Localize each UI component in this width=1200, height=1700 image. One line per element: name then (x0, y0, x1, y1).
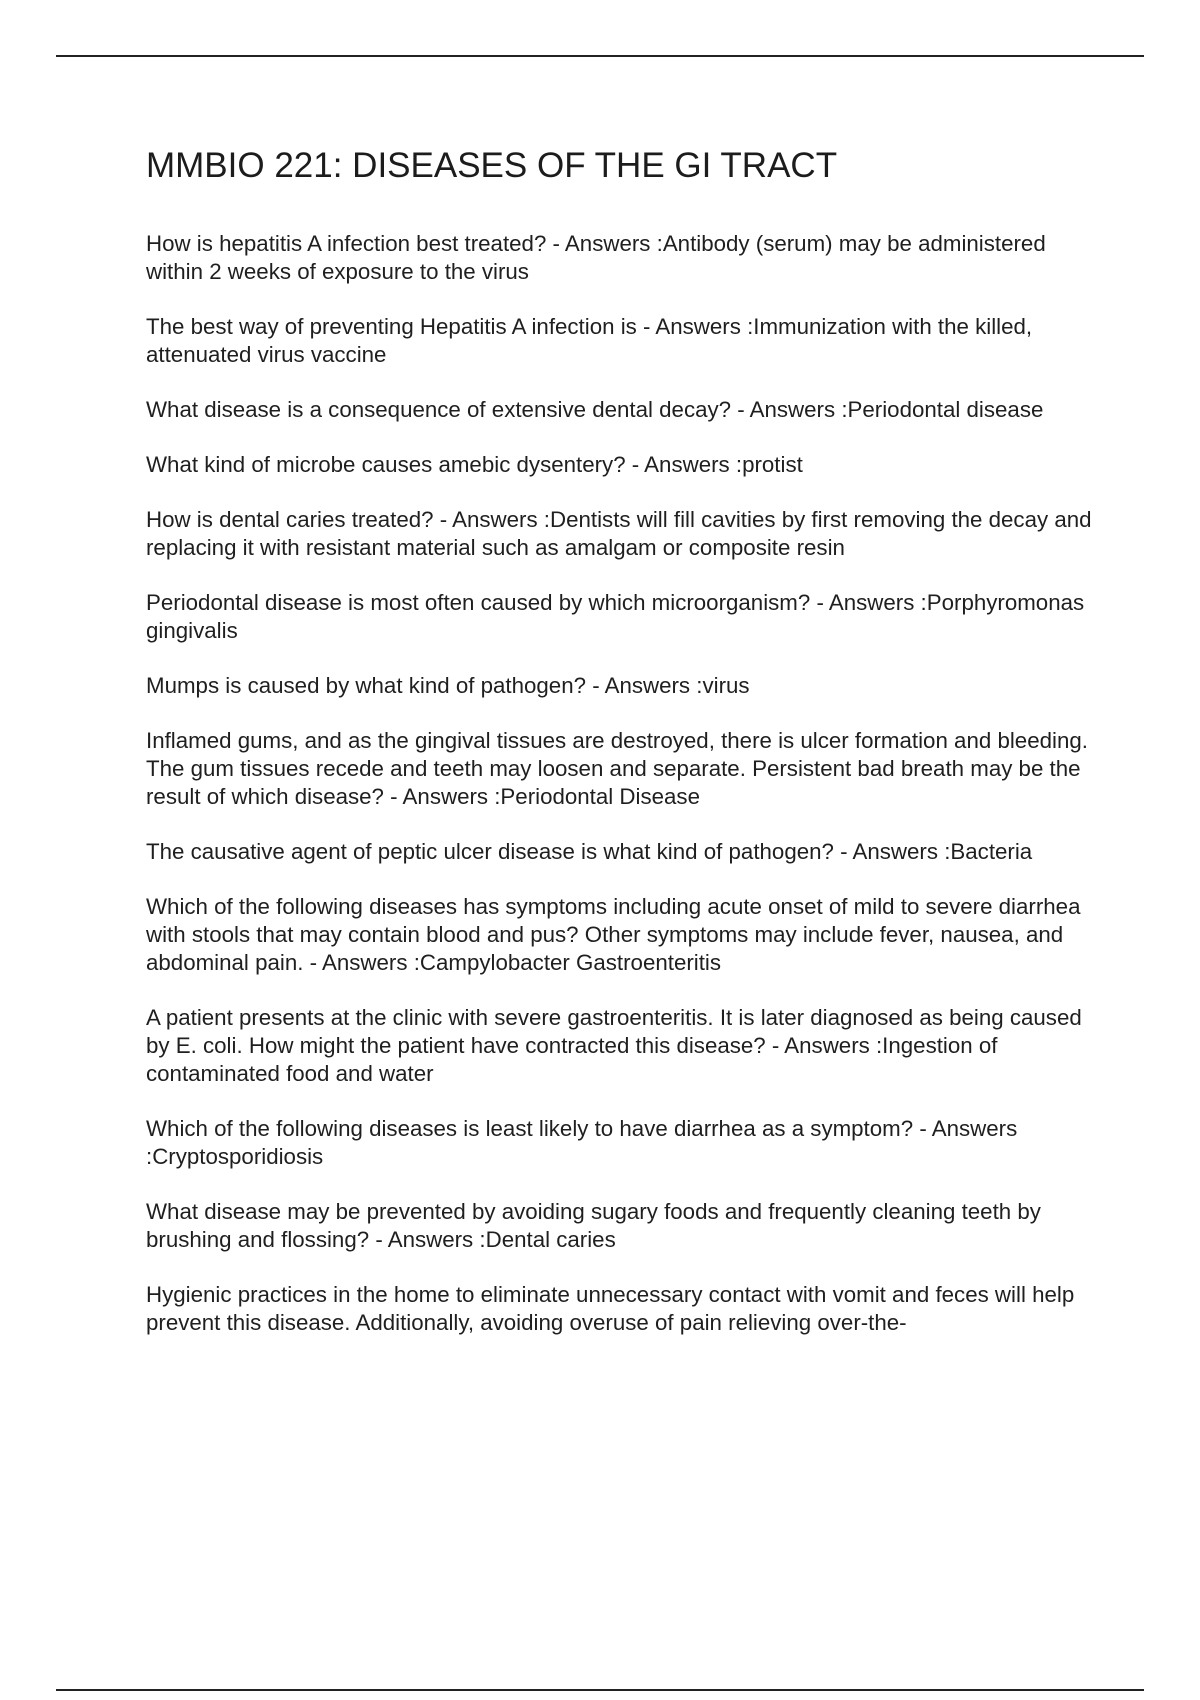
qa-item: Inflamed gums, and as the gingival tissues are destroyed, there is ulcer formation and bleeding. The gum tissues recede and teeth may loosen and separate. Persistent bad breath may be the result of which disease? - Answers :Periodontal Disease (146, 728, 1088, 809)
qa-item: How is hepatitis A infection best treated? - Answers :Antibody (serum) may be administered within 2 weeks of exposure to the virus (146, 231, 1046, 284)
qa-item: How is dental caries treated? - Answers :Dentists will fill cavities by first removing the decay and replacing it with resistant material such as amalgam or composite resin (146, 507, 1092, 560)
qa-item: Periodontal disease is most often caused by which microorganism? - Answers :Porphyromonas gingivalis (146, 590, 1085, 643)
qa-item: The best way of preventing Hepatitis A infection is - Answers :Immunization with the killed, attenuated virus vaccine (146, 314, 1033, 367)
qa-item: A patient presents at the clinic with severe gastroenteritis. It is later diagnosed as being caused by E. coli. How might the patient have contracted this disease? - Answers :Ingestion of contaminated food and water (146, 1005, 1082, 1086)
qa-item: What disease is a consequence of extensive dental decay? - Answers :Periodontal disease (146, 397, 1044, 422)
qa-item: What kind of microbe causes amebic dysentery? - Answers :protist (146, 452, 803, 477)
top-rule (56, 55, 1144, 57)
qa-item: Which of the following diseases has symptoms including acute onset of mild to severe diarrhea with stools that may contain blood and pus? Other symptoms may include fever, nausea, and abdominal pain. - Answers :Campylobacter Gastroenteritis (146, 894, 1081, 975)
qa-list (146, 230, 1096, 1337)
document-title: MMBIO 221: DISEASES OF THE GI TRACT (146, 146, 838, 185)
bottom-rule (56, 1689, 1144, 1691)
qa-item: Hygienic practices in the home to eliminate unnecessary contact with vomit and feces will help prevent this disease. Additionally, avoiding overuse of pain relieving over-the- (146, 1282, 1075, 1335)
qa-item: The causative agent of peptic ulcer disease is what kind of pathogen? - Answers :Bacteria (146, 839, 1033, 864)
document-page (146, 142, 1096, 1364)
qa-item: What disease may be prevented by avoiding sugary foods and frequently cleaning teeth by brushing and flossing? - Answers :Dental caries (146, 1199, 1041, 1252)
qa-item: Which of the following diseases is least likely to have diarrhea as a symptom? - Answers :Cryptosporidiosis (146, 1116, 1018, 1169)
qa-item: Mumps is caused by what kind of pathogen? - Answers :virus (146, 673, 750, 698)
